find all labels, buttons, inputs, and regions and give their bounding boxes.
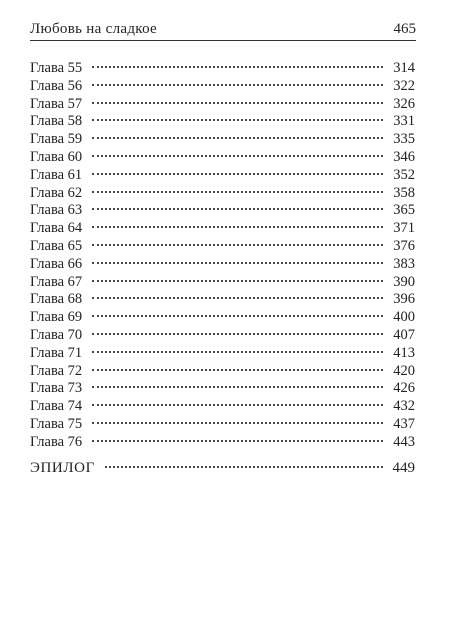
toc-entry-page: 390: [393, 273, 415, 290]
toc-entry-page: 413: [393, 344, 415, 361]
toc-entry[interactable]: [30, 238, 415, 256]
toc-entry-label: Глава 73: [30, 380, 83, 397]
toc-entry-page: 346: [393, 148, 415, 165]
toc-entry-page: 358: [393, 184, 415, 201]
toc-entry[interactable]: [30, 131, 415, 149]
toc-entry-label: Глава 61: [30, 166, 83, 183]
toc-entry[interactable]: [30, 202, 415, 220]
dot-leader: [92, 226, 383, 228]
toc-entry[interactable]: [30, 60, 415, 78]
dot-leader: [92, 262, 383, 264]
toc-entry[interactable]: [30, 274, 415, 292]
dot-leader: [92, 244, 383, 246]
toc-entry-label: Глава 66: [30, 255, 83, 272]
toc-entry-page: 371: [393, 220, 415, 237]
toc-entry-page: 432: [393, 398, 415, 415]
toc-entry-page: 420: [393, 362, 415, 379]
toc-entry[interactable]: [30, 291, 415, 309]
toc-entry-label: Глава 57: [30, 95, 83, 112]
toc-entry-label: Глава 74: [30, 398, 83, 415]
dot-leader: [92, 422, 383, 424]
table-of-contents: [30, 60, 415, 477]
dot-leader: [92, 155, 383, 157]
dot-leader: [92, 102, 383, 104]
dot-leader: [92, 351, 383, 353]
toc-entry[interactable]: [30, 309, 415, 327]
dot-leader: [92, 137, 383, 139]
page-number: 465: [393, 21, 416, 37]
dot-leader: [92, 404, 383, 406]
toc-entry[interactable]: [30, 96, 415, 114]
toc-entry-page: 396: [393, 291, 415, 308]
toc-entry-page: 383: [393, 255, 415, 272]
toc-entry[interactable]: [30, 434, 415, 452]
dot-leader: [92, 119, 383, 121]
toc-entry[interactable]: [30, 113, 415, 131]
toc-entry-page: 407: [393, 326, 415, 343]
toc-entry-page: 365: [393, 202, 415, 219]
dot-leader: [105, 466, 383, 468]
toc-entry[interactable]: [30, 78, 415, 96]
dot-leader: [92, 66, 383, 68]
dot-leader: [92, 280, 383, 282]
toc-entry-page: 335: [393, 131, 415, 148]
toc-entry-label: Глава 63: [30, 202, 83, 219]
toc-entry[interactable]: [30, 327, 415, 345]
toc-entry-label: Глава 60: [30, 148, 83, 165]
dot-leader: [92, 297, 383, 299]
toc-entry-page: 443: [393, 433, 415, 450]
toc-entry-page: 331: [393, 113, 415, 130]
toc-entry-label: Глава 75: [30, 415, 83, 432]
toc-entry[interactable]: [30, 220, 415, 238]
toc-entry[interactable]: [30, 380, 415, 398]
book-title: Любовь на сладкое: [30, 21, 158, 37]
toc-entry-epilog[interactable]: [30, 460, 415, 478]
toc-entry-label: Глава 59: [30, 131, 83, 148]
toc-entry-page: 314: [393, 60, 415, 76]
toc-entry[interactable]: [30, 416, 415, 434]
toc-entry-label: Глава 55: [30, 60, 83, 76]
dot-leader: [92, 315, 383, 317]
toc-entry-label: Глава 56: [30, 77, 83, 94]
toc-entry[interactable]: [30, 398, 415, 416]
toc-entry-label: Глава 72: [30, 362, 83, 379]
toc-entry-page: 400: [393, 309, 415, 326]
dot-leader: [92, 440, 383, 442]
toc-entry[interactable]: [30, 167, 415, 185]
toc-entry-label: Глава 65: [30, 237, 83, 254]
toc-entry-page: 376: [393, 237, 415, 254]
toc-entry-page: 437: [393, 415, 415, 432]
toc-entry-label: ЭПИЛОГ: [30, 459, 95, 476]
toc-entry[interactable]: [30, 185, 415, 203]
toc-entry[interactable]: [30, 149, 415, 167]
toc-entry-label: Глава 69: [30, 309, 83, 326]
toc-entry-label: Глава 64: [30, 220, 83, 237]
toc-entry-page: 449: [392, 459, 415, 476]
toc-entry-label: Глава 68: [30, 291, 83, 308]
toc-entry[interactable]: [30, 345, 415, 363]
toc-entry-label: Глава 76: [30, 433, 83, 450]
dot-leader: [92, 191, 383, 193]
toc-entry-label: Глава 58: [30, 113, 83, 130]
toc-entry-label: Глава 70: [30, 326, 83, 343]
toc-entry-page: 326: [393, 95, 415, 112]
dot-leader: [92, 386, 383, 388]
toc-entry-page: 322: [393, 77, 415, 94]
dot-leader: [92, 84, 383, 86]
toc-entry[interactable]: [30, 363, 415, 381]
dot-leader: [92, 208, 383, 210]
running-header: [30, 16, 416, 41]
toc-entry-page: 352: [393, 166, 415, 183]
toc-entry-label: Глава 67: [30, 273, 83, 290]
toc-entry-label: Глава 62: [30, 184, 83, 201]
dot-leader: [92, 173, 383, 175]
dot-leader: [92, 333, 383, 335]
dot-leader: [92, 369, 383, 371]
toc-entry[interactable]: [30, 256, 415, 274]
toc-entry-label: Глава 71: [30, 344, 83, 361]
toc-entry-page: 426: [393, 380, 415, 397]
